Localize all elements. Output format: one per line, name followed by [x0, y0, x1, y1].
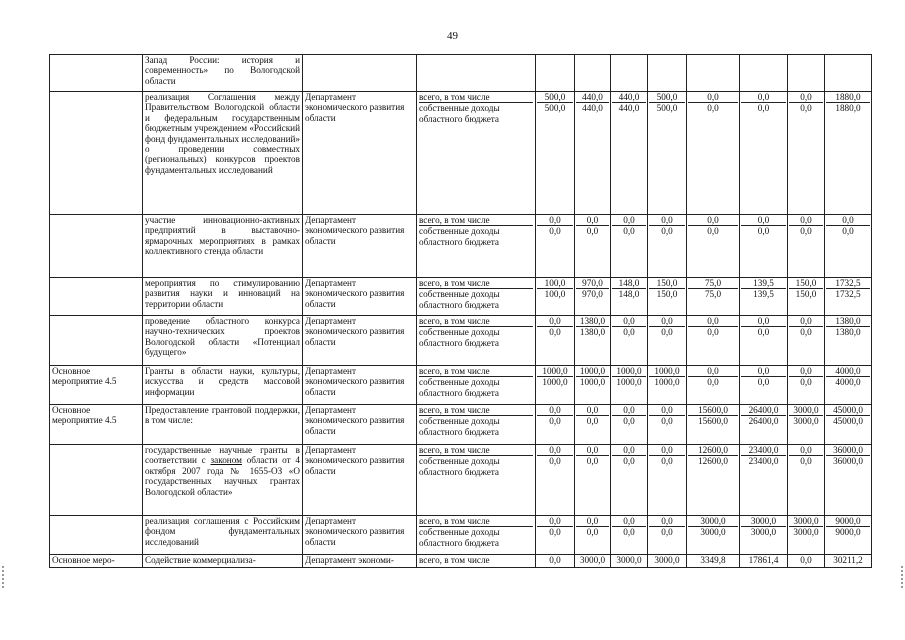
value-cell: [687, 555, 740, 568]
value-cell: [788, 55, 825, 92]
value-own: 0,0: [576, 455, 609, 466]
value-cell: [575, 278, 611, 316]
table-row: [50, 278, 872, 316]
value-cell: [825, 316, 872, 366]
value-total: 0,0: [661, 405, 673, 415]
value-cell: [575, 215, 611, 278]
value-own: 1732,5: [826, 288, 870, 299]
value-cell: [611, 555, 648, 568]
value-cell: [740, 278, 788, 316]
value-cell: [611, 405, 648, 445]
value-own: 0,0: [688, 376, 738, 387]
source-total: всего, в том числе: [419, 516, 490, 526]
value-total: 0,0: [661, 316, 673, 326]
mp-cell: Основное мероприятие 4.5: [50, 405, 143, 445]
source-own: собственные доходы областного бюджета: [419, 225, 533, 247]
value-total: 0,0: [800, 92, 812, 102]
value-total: 0,0: [757, 316, 770, 326]
value-cell: [825, 55, 872, 92]
executor-cell: Департамент экономического развития области: [303, 92, 417, 215]
source-cell: [417, 366, 536, 405]
source-total: всего, в том числе: [419, 366, 490, 376]
value-own: 0,0: [649, 455, 685, 466]
measure-name-cell: мероприятия по стимулированию развития науки и инноваций на территории области: [143, 278, 303, 316]
mp-cell: [50, 316, 143, 366]
value-own: 150,0: [789, 288, 823, 299]
value-total: 3000,0: [793, 516, 819, 526]
value-own: 0,0: [537, 326, 573, 337]
source-cell: [417, 405, 536, 445]
value-own: 75,0: [688, 288, 738, 299]
value-cell: [687, 278, 740, 316]
value-own: 3000,0: [688, 526, 738, 537]
value-total: 0,0: [757, 92, 770, 102]
value-total: 150,0: [795, 278, 817, 288]
value-cell: [648, 278, 687, 316]
value-cell: [687, 92, 740, 215]
value-cell: [611, 92, 648, 215]
value-cell: [648, 366, 687, 405]
source-cell: [417, 92, 536, 215]
source-total: всего, в том числе: [419, 92, 490, 102]
measure-name-cell: Запад России: история и современность» по Вологодской области: [143, 55, 303, 92]
source-own: собственные доходы областного бюджета: [419, 288, 533, 310]
value-cell: [740, 92, 788, 215]
value-own: 970,0: [576, 288, 609, 299]
executor-cell: Департамент экономического развития области: [303, 278, 417, 316]
value-total: 0,0: [707, 215, 719, 225]
value-total: 0,0: [586, 215, 599, 225]
value-total: 0,0: [549, 215, 561, 225]
source-cell: [417, 316, 536, 366]
value-total: 45000,0: [833, 405, 863, 415]
executor-cell: Департамент экономического развития области: [303, 316, 417, 366]
value-cell: [611, 278, 648, 316]
value-cell: [740, 215, 788, 278]
value-cell: [740, 445, 788, 516]
source-total: всего, в том числе: [419, 445, 490, 455]
value-cell: [648, 55, 687, 92]
value-total: 139,5: [753, 278, 774, 288]
source-cell: [417, 278, 536, 316]
value-total: 500,0: [544, 92, 566, 102]
value-total: 1000,0: [616, 366, 642, 376]
mp-cell: Основное меро-: [50, 555, 143, 568]
value-cell: [536, 316, 575, 366]
value-cell: [740, 516, 788, 555]
value-cell: [740, 55, 788, 92]
value-total: 0,0: [549, 405, 561, 415]
value-own: 1380,0: [576, 326, 609, 337]
value-own: 0,0: [537, 415, 573, 426]
value-cell: [611, 215, 648, 278]
value-total: 3349,8: [700, 555, 726, 565]
scan-edge-mark-right: [901, 566, 903, 588]
value-total: 0,0: [661, 516, 673, 526]
value-own: 0,0: [741, 102, 786, 113]
source-cell: [417, 55, 536, 92]
source-own: собственные доходы областного бюджета: [419, 326, 533, 348]
source-total: всего, в том числе: [419, 278, 490, 288]
value-total: 17861,4: [748, 555, 779, 565]
budget-table: [49, 54, 872, 568]
value-own: 440,0: [576, 102, 609, 113]
value-total: 0,0: [800, 366, 812, 376]
value-cell: [536, 92, 575, 215]
value-total: 0,0: [549, 516, 561, 526]
source-cell: [417, 555, 536, 568]
value-own: 0,0: [688, 326, 738, 337]
value-cell: [825, 555, 872, 568]
value-own: 0,0: [826, 225, 870, 236]
value-own: 45000,0: [826, 415, 870, 426]
value-total: 500,0: [656, 92, 678, 102]
source-cell: [417, 215, 536, 278]
value-own: 0,0: [789, 376, 823, 387]
value-total: 0,0: [549, 555, 561, 565]
value-total: 26400,0: [748, 405, 779, 415]
value-cell: [788, 316, 825, 366]
value-own: 0,0: [649, 225, 685, 236]
value-own: 0,0: [789, 225, 823, 236]
value-own: 0,0: [576, 526, 609, 537]
value-own: 0,0: [649, 415, 685, 426]
source-cell: [417, 445, 536, 516]
source-own: собственные доходы областного бюджета: [419, 376, 533, 398]
table-row: [50, 445, 872, 516]
value-own: 1000,0: [612, 376, 646, 387]
measure-name-text: государственные научные гранты в соответствии с: [145, 445, 300, 466]
value-cell: [611, 316, 648, 366]
value-cell: [687, 316, 740, 366]
value-cell: [536, 516, 575, 555]
value-own: 0,0: [612, 225, 646, 236]
value-total: 0,0: [800, 445, 812, 455]
law-link[interactable]: законом: [210, 455, 242, 466]
executor-cell: Департамент экономического развития области: [303, 445, 417, 516]
value-total: 1380,0: [579, 316, 606, 326]
value-total: 0,0: [757, 215, 770, 225]
value-cell: [575, 555, 611, 568]
measure-name-text: области от 4 октября 2007 года № 1655-ОЗ «О государственных научных грантах Вологодской области»: [145, 455, 300, 497]
mp-cell: [50, 516, 143, 555]
value-cell: [575, 445, 611, 516]
measure-name-cell: Содействие коммерциализа-: [143, 555, 303, 568]
value-cell: [788, 445, 825, 516]
measure-name-cell: Предоставление грантовой поддержки, в том числе:: [143, 405, 303, 445]
value-own: 100,0: [537, 288, 573, 299]
source-own: собственные доходы областного бюджета: [419, 526, 533, 548]
executor-cell: Департамент экономи-: [303, 555, 417, 568]
value-cell: [575, 366, 611, 405]
value-total: 440,0: [618, 92, 640, 102]
value-cell: [687, 445, 740, 516]
table-row: [50, 366, 872, 405]
table-body: [50, 55, 872, 568]
value-total: 440,0: [582, 92, 603, 102]
value-own: 0,0: [649, 526, 685, 537]
value-own: 0,0: [612, 455, 646, 466]
value-total: 0,0: [842, 215, 854, 225]
value-total: 0,0: [549, 445, 561, 455]
table-row: [50, 55, 872, 92]
source-own: собственные доходы областного бюджета: [419, 102, 533, 124]
value-own: 3000,0: [789, 415, 823, 426]
executor-cell: Департамент экономического развития области: [303, 516, 417, 555]
value-cell: [648, 516, 687, 555]
value-cell: [536, 55, 575, 92]
executor-cell: [303, 55, 417, 92]
value-own: 150,0: [649, 288, 685, 299]
value-own: 0,0: [537, 526, 573, 537]
value-cell: [825, 366, 872, 405]
value-cell: [825, 278, 872, 316]
value-own: 0,0: [649, 326, 685, 337]
value-own: 0,0: [688, 225, 738, 236]
value-total: 100,0: [544, 278, 566, 288]
value-total: 1000,0: [542, 366, 568, 376]
table-row: [50, 555, 872, 568]
value-total: 0,0: [586, 405, 599, 415]
value-cell: [536, 555, 575, 568]
value-own: 0,0: [741, 225, 786, 236]
value-total: 0,0: [623, 215, 635, 225]
value-cell: [740, 405, 788, 445]
value-own: 0,0: [537, 225, 573, 236]
value-total: 0,0: [757, 366, 770, 376]
value-cell: [536, 278, 575, 316]
mp-cell: [50, 92, 143, 215]
value-total: 0,0: [549, 316, 561, 326]
value-cell: [687, 405, 740, 445]
value-total: 12600,0: [698, 445, 728, 455]
value-total: 0,0: [800, 555, 812, 565]
value-own: 0,0: [612, 526, 646, 537]
value-own: 1000,0: [649, 376, 685, 387]
value-total: 3000,0: [700, 516, 726, 526]
value-total: 3000,0: [616, 555, 642, 565]
value-own: 26400,0: [741, 415, 786, 426]
value-total: 0,0: [623, 316, 635, 326]
value-total: 970,0: [582, 278, 603, 288]
value-cell: [575, 55, 611, 92]
value-cell: [740, 555, 788, 568]
value-cell: [687, 215, 740, 278]
measure-name-cell: реализация соглашения с Российским фондом фундаментальных исследований: [143, 516, 303, 555]
value-cell: [611, 55, 648, 92]
value-cell: [740, 366, 788, 405]
value-cell: [611, 516, 648, 555]
value-own: 0,0: [576, 415, 609, 426]
value-cell: [788, 405, 825, 445]
value-total: 3000,0: [654, 555, 680, 565]
value-own: 15600,0: [688, 415, 738, 426]
value-cell: [825, 445, 872, 516]
value-cell: [648, 92, 687, 215]
value-own: 148,0: [612, 288, 646, 299]
value-own: 0,0: [789, 102, 823, 113]
value-total: 4000,0: [835, 366, 861, 376]
value-total: 0,0: [623, 405, 635, 415]
value-own: 36000,0: [826, 455, 870, 466]
value-cell: [536, 366, 575, 405]
value-cell: [575, 516, 611, 555]
value-total: 0,0: [586, 445, 599, 455]
value-cell: [648, 215, 687, 278]
value-own: 440,0: [612, 102, 646, 113]
value-cell: [611, 366, 648, 405]
value-cell: [788, 92, 825, 215]
value-own: 12600,0: [688, 455, 738, 466]
value-cell: [788, 555, 825, 568]
value-own: 3000,0: [789, 526, 823, 537]
page-number: 49: [447, 30, 458, 42]
measure-name-cell: участие инновационно-активных предприятий в выставочно-ярмарочных мероприятиях в рамках коллективного стенда области: [143, 215, 303, 278]
source-total: всего, в том числе: [419, 555, 490, 565]
value-own: 500,0: [537, 102, 573, 113]
value-total: 3000,0: [793, 405, 819, 415]
value-total: 148,0: [618, 278, 640, 288]
value-own: 139,5: [741, 288, 786, 299]
value-total: 1732,5: [835, 278, 861, 288]
measure-name-cell: Гранты в области науки, культуры, искусства и средств массовой информации: [143, 366, 303, 405]
table-row: [50, 405, 872, 445]
source-total: всего, в том числе: [419, 316, 490, 326]
value-own: 4000,0: [826, 376, 870, 387]
executor-cell: Департамент экономического развития области: [303, 405, 417, 445]
value-total: 1380,0: [835, 316, 861, 326]
value-total: 23400,0: [748, 445, 779, 455]
value-cell: [788, 516, 825, 555]
source-total: всего, в том числе: [419, 405, 490, 415]
value-total: 15600,0: [698, 405, 728, 415]
source-total: всего, в том числе: [419, 215, 490, 225]
value-total: 0,0: [623, 445, 635, 455]
value-cell: [825, 516, 872, 555]
value-cell: [575, 405, 611, 445]
value-own: 0,0: [741, 376, 786, 387]
value-cell: [687, 55, 740, 92]
value-cell: [536, 215, 575, 278]
value-cell: [648, 445, 687, 516]
mp-cell: Основное мероприятие 4.5: [50, 366, 143, 405]
scan-edge-mark-left: [2, 566, 4, 588]
value-total: 0,0: [800, 215, 812, 225]
measure-name-cell: проведение областного конкурса научно-технических проектов Вологодской области «Потенциал будущего»: [143, 316, 303, 366]
executor-cell: Департамент экономического развития области: [303, 366, 417, 405]
value-own: 0,0: [789, 455, 823, 466]
measure-name-cell: [143, 445, 303, 516]
value-cell: [788, 278, 825, 316]
table-row: [50, 215, 872, 278]
value-cell: [687, 516, 740, 555]
table-row: [50, 516, 872, 555]
value-own: 0,0: [789, 326, 823, 337]
value-total: 75,0: [704, 278, 722, 288]
table-row: [50, 316, 872, 366]
value-own: 23400,0: [741, 455, 786, 466]
value-own: 1000,0: [576, 376, 609, 387]
value-total: 3000,0: [579, 555, 606, 565]
value-total: 1880,0: [835, 92, 861, 102]
mp-cell: [50, 55, 143, 92]
value-cell: [575, 316, 611, 366]
value-cell: [825, 405, 872, 445]
value-own: 0,0: [612, 415, 646, 426]
executor-cell: Департамент экономического развития области: [303, 215, 417, 278]
value-own: 0,0: [741, 326, 786, 337]
mp-cell: [50, 278, 143, 316]
value-total: 0,0: [707, 366, 719, 376]
value-total: 150,0: [656, 278, 678, 288]
value-cell: [825, 215, 872, 278]
measure-name-cell: реализация Соглашения между Правительством Вологодской области и федеральным государственным бюджетным учреждением «Российский фонд фундаментальных исследований» о проведении совместных (региональных) конкурсов проектов фундаментальных исследований: [143, 92, 303, 215]
source-own: собственные доходы областного бюджета: [419, 415, 533, 437]
value-total: 1000,0: [654, 366, 680, 376]
value-total: 9000,0: [835, 516, 861, 526]
value-total: 0,0: [707, 92, 719, 102]
value-cell: [740, 316, 788, 366]
source-cell: [417, 516, 536, 555]
value-total: 36000,0: [833, 445, 863, 455]
value-total: 3000,0: [750, 516, 777, 526]
value-cell: [648, 405, 687, 445]
value-cell: [648, 555, 687, 568]
value-total: 0,0: [623, 516, 635, 526]
value-cell: [536, 405, 575, 445]
value-cell: [788, 215, 825, 278]
value-total: 0,0: [800, 316, 812, 326]
value-total: 0,0: [661, 445, 673, 455]
value-own: 500,0: [649, 102, 685, 113]
value-cell: [536, 445, 575, 516]
mp-cell: [50, 215, 143, 278]
value-total: 0,0: [586, 516, 599, 526]
value-cell: [788, 366, 825, 405]
value-cell: [611, 445, 648, 516]
value-cell: [648, 316, 687, 366]
table-row: [50, 92, 872, 215]
mp-cell: [50, 445, 143, 516]
value-own: 0,0: [576, 225, 609, 236]
value-total: 0,0: [661, 215, 673, 225]
value-own: 3000,0: [741, 526, 786, 537]
value-total: 1000,0: [579, 366, 606, 376]
value-own: 0,0: [537, 455, 573, 466]
value-cell: [575, 92, 611, 215]
value-own: 1880,0: [826, 102, 870, 113]
value-own: 1000,0: [537, 376, 573, 387]
value-own: 9000,0: [826, 526, 870, 537]
value-total: 0,0: [707, 316, 719, 326]
value-own: 0,0: [612, 326, 646, 337]
value-own: 0,0: [688, 102, 738, 113]
value-cell: [825, 92, 872, 215]
value-cell: [687, 366, 740, 405]
value-total: 30211,2: [833, 555, 863, 565]
source-own: собственные доходы областного бюджета: [419, 455, 533, 477]
value-own: 1380,0: [826, 326, 870, 337]
